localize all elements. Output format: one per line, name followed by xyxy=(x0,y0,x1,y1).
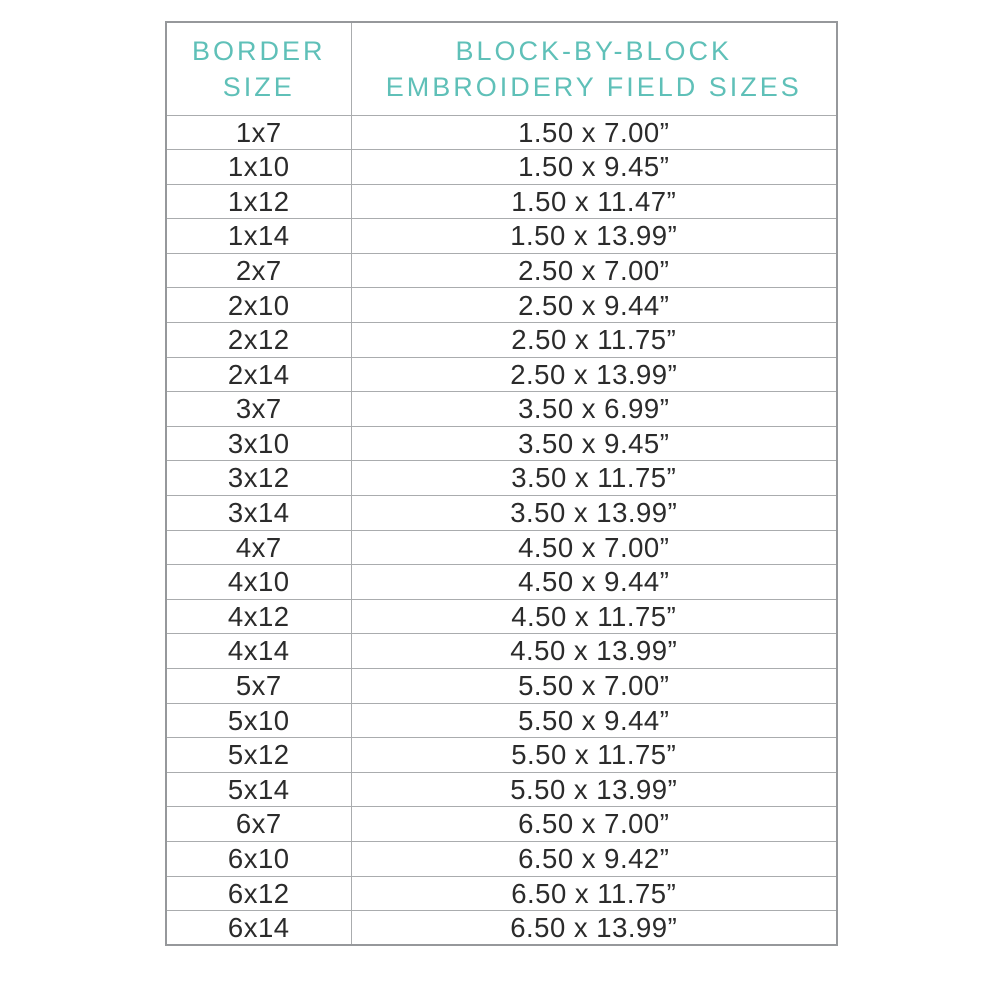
border-size-cell: 4x14 xyxy=(166,634,351,669)
table-row xyxy=(166,253,837,288)
field-size-cell: 1.50 x 13.99” xyxy=(351,219,837,254)
table-row xyxy=(166,634,837,669)
header-line-1: BORDER xyxy=(191,35,326,66)
table-row xyxy=(166,841,837,876)
table-row xyxy=(166,738,837,773)
border-size-cell: 4x10 xyxy=(166,565,351,600)
table-header xyxy=(166,22,837,115)
header-line-2: EMBROIDERY FIELD SIZES xyxy=(385,71,802,102)
field-size-cell: 6.50 x 11.75” xyxy=(351,876,837,911)
table-row xyxy=(166,669,837,704)
table-row xyxy=(166,565,837,600)
border-size-cell: 3x14 xyxy=(166,496,351,531)
table-row xyxy=(166,392,837,427)
border-size-cell: 1x7 xyxy=(166,115,351,150)
border-size-cell: 6x14 xyxy=(166,911,351,946)
header-line-1: BLOCK-BY-BLOCK xyxy=(455,35,733,66)
field-size-cell: 5.50 x 7.00” xyxy=(351,669,837,704)
table-row xyxy=(166,530,837,565)
border-size-cell: 2x12 xyxy=(166,323,351,358)
border-size-cell: 5x10 xyxy=(166,703,351,738)
table-row xyxy=(166,288,837,323)
field-size-cell: 4.50 x 7.00” xyxy=(351,530,837,565)
table-row xyxy=(166,911,837,946)
field-size-cell: 1.50 x 9.45” xyxy=(351,150,837,185)
field-size-cell: 1.50 x 7.00” xyxy=(351,115,837,150)
field-size-cell: 2.50 x 9.44” xyxy=(351,288,837,323)
field-size-cell: 6.50 x 9.42” xyxy=(351,841,837,876)
field-size-cell: 4.50 x 9.44” xyxy=(351,565,837,600)
header-line-2: SIZE xyxy=(222,71,295,102)
field-size-cell: 3.50 x 9.45” xyxy=(351,426,837,461)
field-size-cell: 4.50 x 13.99” xyxy=(351,634,837,669)
table-row xyxy=(166,426,837,461)
header-row xyxy=(166,22,837,115)
border-size-cell: 3x7 xyxy=(166,392,351,427)
table-row xyxy=(166,807,837,842)
column-header-border-size xyxy=(166,22,351,115)
table-row xyxy=(166,772,837,807)
border-size-cell: 3x12 xyxy=(166,461,351,496)
field-size-cell: 3.50 x 13.99” xyxy=(351,496,837,531)
border-size-cell: 1x10 xyxy=(166,150,351,185)
border-size-cell: 2x10 xyxy=(166,288,351,323)
field-size-cell: 5.50 x 13.99” xyxy=(351,772,837,807)
field-size-cell: 5.50 x 11.75” xyxy=(351,738,837,773)
field-size-cell: 2.50 x 7.00” xyxy=(351,253,837,288)
column-header-field-sizes xyxy=(351,22,837,115)
field-size-cell: 3.50 x 11.75” xyxy=(351,461,837,496)
border-size-cell: 5x14 xyxy=(166,772,351,807)
border-size-cell: 5x12 xyxy=(166,738,351,773)
table-row xyxy=(166,184,837,219)
table-row xyxy=(166,219,837,254)
border-size-cell: 6x10 xyxy=(166,841,351,876)
field-size-cell: 6.50 x 7.00” xyxy=(351,807,837,842)
border-size-cell: 5x7 xyxy=(166,669,351,704)
border-size-cell: 2x14 xyxy=(166,357,351,392)
table-row xyxy=(166,323,837,358)
border-size-cell: 1x14 xyxy=(166,219,351,254)
table-row xyxy=(166,703,837,738)
table-row xyxy=(166,357,837,392)
table-row xyxy=(166,461,837,496)
border-size-cell: 3x10 xyxy=(166,426,351,461)
field-size-cell: 6.50 x 13.99” xyxy=(351,911,837,946)
field-size-cell: 2.50 x 13.99” xyxy=(351,357,837,392)
table-row xyxy=(166,150,837,185)
table-row xyxy=(166,876,837,911)
border-size-cell: 4x7 xyxy=(166,530,351,565)
field-size-cell: 2.50 x 11.75” xyxy=(351,323,837,358)
field-size-cell: 5.50 x 9.44” xyxy=(351,703,837,738)
table-row xyxy=(166,496,837,531)
field-size-cell: 1.50 x 11.47” xyxy=(351,184,837,219)
border-size-cell: 6x12 xyxy=(166,876,351,911)
table-row xyxy=(166,599,837,634)
size-reference-table xyxy=(165,21,838,946)
size-reference-table-container xyxy=(165,21,838,946)
border-size-cell: 1x12 xyxy=(166,184,351,219)
border-size-cell: 2x7 xyxy=(166,253,351,288)
border-size-cell: 6x7 xyxy=(166,807,351,842)
table-row xyxy=(166,115,837,150)
field-size-cell: 3.50 x 6.99” xyxy=(351,392,837,427)
table-body xyxy=(166,115,837,945)
border-size-cell: 4x12 xyxy=(166,599,351,634)
field-size-cell: 4.50 x 11.75” xyxy=(351,599,837,634)
